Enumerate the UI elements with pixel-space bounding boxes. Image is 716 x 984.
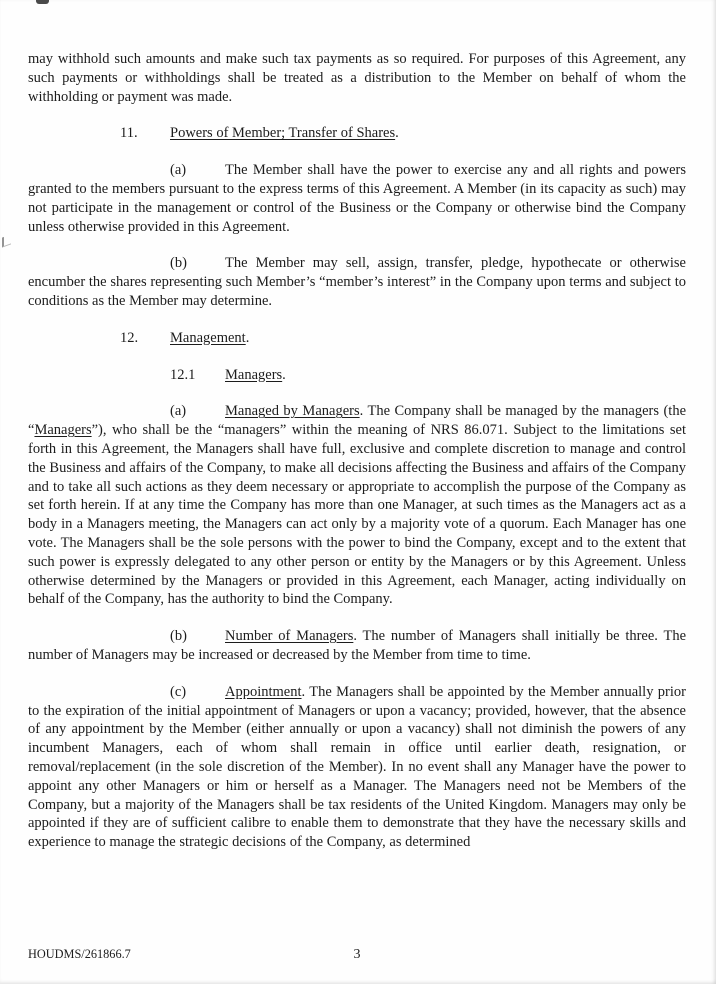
paragraph-12-1-b <box>28 627 686 665</box>
subsection-heading: Managed by Managers <box>225 403 360 420</box>
paragraph-text: . The number of Managers shall initially be three. The number of Managers may be increased or decreased by the Member from time to time. <box>28 628 687 663</box>
scan-artifact-left-margin <box>2 234 11 247</box>
section-number: 12. <box>120 329 139 346</box>
paragraph-continuation <box>28 50 686 106</box>
document-body <box>28 50 686 852</box>
paragraph-11a <box>28 161 686 236</box>
section-title-period: . <box>395 125 399 142</box>
list-marker: (a) <box>170 162 187 179</box>
section-12-title: Management <box>170 329 246 346</box>
list-marker: (b) <box>170 255 187 272</box>
paragraph-text: ”), who shall be the “managers” within the meaning of NRS 86.071. Subject to the limitations set forth in this Agreement, the Managers shall have full, exclusive and complete discretion to manage and control the Business and affairs of the Company, to make all decisions affecting the Business and affairs of the Company and to take all such actions as they deem necessary or appropriate to accomplish the purpose of the Company as set forth herein. If at any time the Company has more than one Manager, at such times as the Managers act as a body in a Managers meeting, the Managers can act only by a majority vote of a quorum. Each Manager has one vote. The Managers shall be the sole persons with the power to bind the Company, except and to the extent that such power is expressly delegated to any other person or entity by the Managers or by this Agreement. Unless otherwise determined by the Managers or provided in this Agreement, each Manager, acting individually on behalf of the Company, has the authority to bind the Company. <box>28 422 686 608</box>
paragraph-text: The Member shall have the power to exercise any and all rights and powers granted to the members pursuant to the express terms of this Agreement. A Member (in its capacity as such) may not participate in the management or control of the Business or the Company or otherwise bind the Company unless otherwise provided in this Agreement. <box>28 162 686 235</box>
section-title-period: . <box>245 329 250 346</box>
scan-artifact-top <box>36 0 49 4</box>
list-marker: (a) <box>170 403 187 420</box>
section-12-1-heading <box>28 366 686 385</box>
page-footer <box>28 942 686 966</box>
section-11-title: Powers of Member; Transfer of Shares <box>170 125 396 142</box>
subsection-heading: Number of Managers <box>225 628 354 645</box>
paragraph-12-1-c <box>28 683 686 852</box>
paragraph-12-1-a <box>28 402 686 609</box>
list-marker: (b) <box>170 628 187 645</box>
paragraph-text: may withhold such amounts and make such tax payments as so required. For purposes of this Agreement, any such payments or withholdings shall be treated as a distribution to the Member on behalf of whom the withholding or payment was made. <box>28 51 686 105</box>
defined-term: Managers <box>34 422 92 439</box>
paragraph-text: . The Company shall be managed by the managers (the “ <box>28 403 687 439</box>
page-number: 3 <box>353 947 361 962</box>
section-number: 11. <box>120 125 138 142</box>
list-marker: (c) <box>170 683 187 700</box>
section-title-period: . <box>282 366 286 383</box>
paragraph-11b <box>28 254 686 310</box>
section-12-heading <box>28 329 686 348</box>
section-12-1-title: Managers <box>225 366 283 383</box>
paragraph-text: The Member may sell, assign, transfer, pledge, hypothecate or otherwise encumber the shares representing such Member’s “member’s interest” in the Company upon terms and subject to conditions as the Member may determine. <box>28 255 686 309</box>
subsection-heading: Appointment <box>225 683 302 700</box>
section-11-heading <box>28 124 686 143</box>
paragraph-text: . The Managers shall be appointed by the Member annually prior to the expiration of the initial appointment of Managers or upon a vacancy; provided, however, that the absence of any appointment by the Member (either annually or upon a vacancy) shall not diminish the powers of any incumbent Managers, each of whom shall remain in office until earlier death, resignation, or removal/replacement (in the sole discretion of the Member). In no event shall any Manager have the power to appoint any other Managers or him or herself as a Manager. The Managers need not be Members of the Company, but a majority of the Managers shall be tax residents of the United Kingdom. Managers may only be appointed if they are of sufficient calibre to enable them to demonstrate that they have the necessary skills and experience to manage the strategic decisions of the Company, as determined <box>28 683 686 851</box>
document-id: HOUDMS/261866.7 <box>28 947 131 961</box>
section-number: 12.1 <box>170 366 196 383</box>
